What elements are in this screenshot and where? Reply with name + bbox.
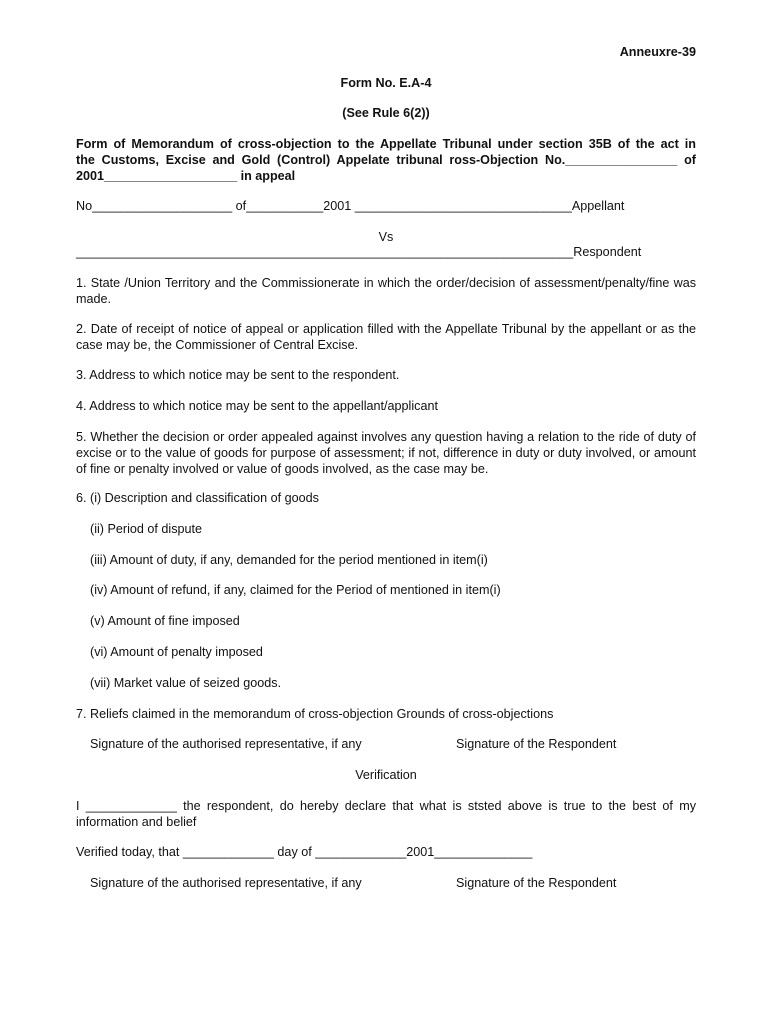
item-6-ii: (ii) Period of dispute	[90, 522, 202, 536]
title-line-3: 2001___________________ in appeal	[76, 169, 296, 183]
item-6-vi: (vi) Amount of penalty imposed	[90, 645, 263, 659]
item-7: 7. Reliefs claimed in the memorandum of cross-objection Grounds of cross-objections	[76, 707, 554, 721]
item-3: 3. Address to which notice may be sent to the respondent.	[76, 368, 400, 382]
signature-respondent-2: Signature of the Respondent	[456, 876, 617, 890]
form-number: Form No. E.A-4	[340, 76, 432, 90]
appellant-line: No____________________ of___________2001 _______________________________Appellant	[76, 199, 625, 213]
item-6-vii: (vii) Market value of seized goods.	[90, 676, 282, 690]
signature-representative-1: Signature of the authorised representative, if any	[90, 737, 362, 751]
verified-date-line: Verified today, that _____________ day of _____________2001______________	[76, 845, 533, 859]
item-5: 5. Whether the decision or order appealed against involves any question having a relation to the ride of duty of excise or to the value of goods for purpose of assessment; if not, difference in duty or duty involved, or amount of fine or penalty involved or value of goods involved, as the case may be.	[76, 430, 696, 476]
annexure-label: Anneuxre-39	[619, 45, 696, 59]
item-6-v: (v) Amount of fine imposed	[90, 614, 240, 628]
respondent-line: _______________________________________________________________________Respondent	[76, 245, 642, 259]
item-2: 2. Date of receipt of notice of appeal or application filled with the Appellate Tribunal by the appellant or as the case may be, the Commissioner of Central Excise.	[76, 322, 696, 352]
signature-representative-2: Signature of the authorised representative, if any	[90, 876, 362, 890]
title-line-1: Form of Memorandum of cross-objection to the Appellate Tribunal under section 35B of the act in	[76, 137, 696, 151]
rule-reference: (See Rule 6(2))	[342, 106, 430, 120]
item-1: 1. State /Union Territory and the Commissionerate in which the order/decision of assessment/penalty/fine was made.	[76, 276, 696, 306]
item-6-iv: (iv) Amount of refund, if any, claimed for the Period of mentioned in item(i)	[90, 583, 501, 597]
versus-label: Vs	[378, 230, 394, 244]
verification-heading: Verification	[355, 768, 417, 782]
verification-declaration: I _____________ the respondent, do hereby declare that what is ststed above is true to the best of my information and belief	[76, 799, 696, 829]
item-6-iii: (iii) Amount of duty, if any, demanded for the period mentioned in item(i)	[90, 553, 488, 567]
signature-respondent-1: Signature of the Respondent	[456, 737, 617, 751]
item-4: 4. Address to which notice may be sent to the appellant/applicant	[76, 399, 438, 413]
item-6-i: 6. (i) Description and classification of goods	[76, 491, 319, 505]
title-line-2: the Customs, Excise and Gold (Control) Appelate tribunal ross-Objection No.________________ of	[76, 153, 696, 167]
